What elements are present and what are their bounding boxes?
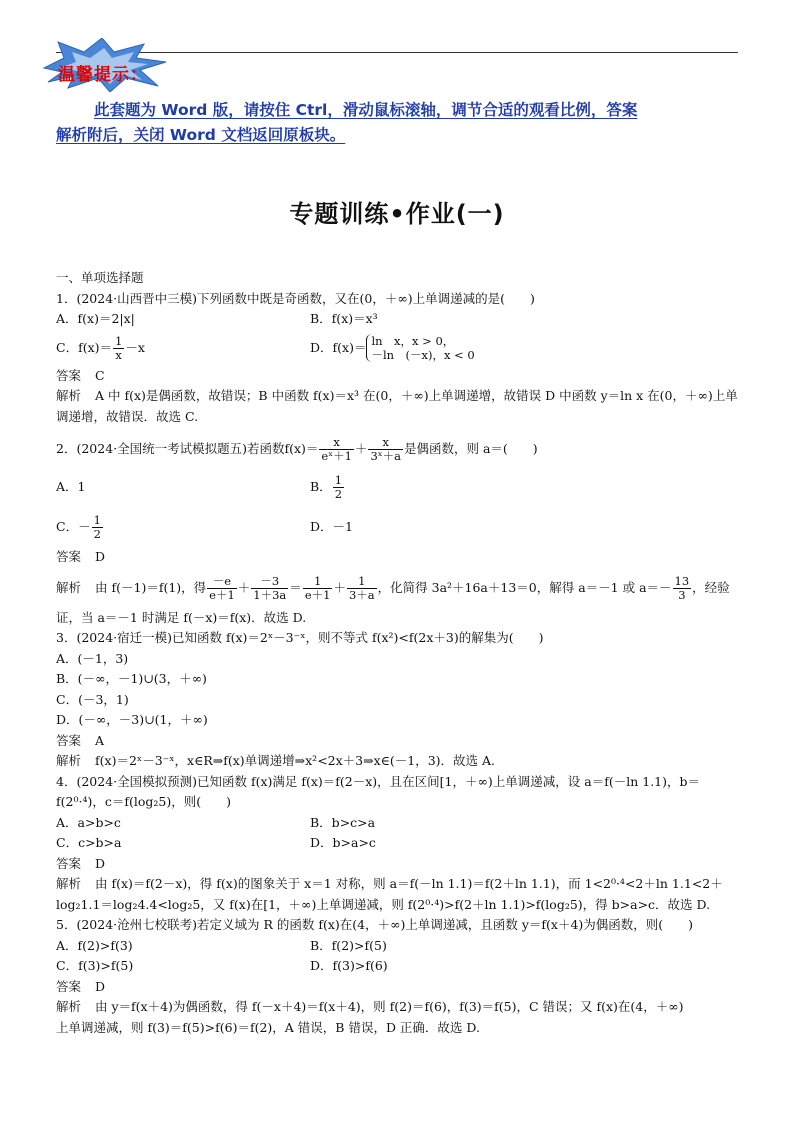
fraction: $\frac{1}{2}$ [334,473,343,501]
fraction: $\frac{-3}{1+3a}$ [253,573,287,602]
q2-option-b: B． $\frac{1}{2}$ [310,473,343,501]
fraction: $\frac{1}{x}$ [115,333,123,362]
q2-options-ab [56,467,740,507]
q1-answer: 答案 C [56,367,105,383]
q4-option-b: B．b>c>a [310,814,376,830]
q1-option-d: D．f(x)＝ ln x，x > 0， －ln (－x)，x < 0 [310,334,475,362]
q5-analysis-line2: 上单调递减，则 f(3)＝f(5)>f(6)＝f(2)，A 错误，B 错误，D 正确．故选 D. [56,1019,480,1035]
q5-option-a: A．f(2)>f(3) [56,937,133,953]
q1-analysis: 解析 A 中 f(x)是偶函数，故错误；B 中函数 f(x)＝x³ 在(0，＋∞)上单调递增，故错误 D 中函数 y＝ln x 在(0，＋∞)上单调递增，故错误．故选 C. [56,388,738,424]
notice-text [56,98,742,148]
fraction: $\frac{1}{2}$ [93,513,101,541]
q5-option-c: C．f(3)>f(5) [56,958,134,973]
q2-option-a: A．1 [56,479,86,494]
q1-options-ab [56,309,740,330]
q5-analysis-line1: 解析 由 y＝f(x＋4)为偶函数，得 f(－x＋4)＝f(x＋4)，则 f(2)＝f(6)，f(3)＝f(5)，C 错误；又 f(x)在(4，＋∞) [56,999,684,1014]
page-title: 专题训练•作业(一) [289,200,505,228]
fraction: $\frac{1}{e+1}$ [304,573,331,602]
q5-options-ab [56,936,740,957]
q2-options-cd [56,507,740,547]
q1-option-b: B．f(x)＝x³ [310,311,378,326]
q1-stem: 1．(2024·山西晋中三模)下列函数中既是奇函数，又在(0，＋∞)上单调递减的是( ) [56,290,535,306]
q2-option-d: D．－1 [310,519,353,534]
document-body [56,268,740,1038]
notice-line-2: 解析附后，关闭 Word 文档返回原板块。 [56,126,346,144]
q2-stem: 2．(2024·全国统一考试模拟题五)若函数f(x)＝ $\frac{x}{\text{eˣ＋1}}$ ＋ $\frac{x}{\text{3ˣ＋a}}$ 是偶函数，则 a＝( ) [56,435,538,463]
q5-option-b: B．f(2)>f(5) [310,937,387,953]
q1-option-a: A．f(x)＝2|x| [56,311,135,326]
q5-answer: 答案 D [56,978,106,994]
fraction: $\frac{1}{3+a}$ [348,573,375,602]
tip-label: 温馨提示： [58,65,148,85]
q2-analysis-line1: 解析 由 f(－1)＝f(1)，得 $\frac{-e}{e+1}$ ＋ $\frac{-3}{1+3a}$ ＝ $\frac{1}{e+1}$ ＋ $\frac{1}{3+a}$ ，化简得 3a²＋16a＋13＝0，解得 a＝－1 或 a＝－ $\frac{13}{3}$ ，经验 [56,573,730,602]
q4-option-c: C．c>b>a [56,835,122,850]
piecewise-brace: ln x，x > 0， －ln (－x)，x < 0 [366,334,474,362]
fraction: $\frac{x}{\text{3ˣ＋a}}$ [370,435,401,463]
fraction: $\frac{13}{3}$ [674,573,690,602]
q4-analysis-line1: 解析 由 f(x)＝f(2－x)，得 f(x)的图象关于 x＝1 对称，则 a＝f(－ln 1.1)＝f(2＋ln 1.1)，而 1<2⁰·⁴<2＋ln 1.1<2＋ [56,876,723,891]
q5-options-cd [56,956,740,977]
fraction: $\frac{x}{\text{eˣ＋1}}$ [321,435,352,463]
q2-analysis-line2: 证，当 a＝－1 时满足 f(－x)＝f(x)．故选 D. [56,609,307,625]
q4-options-ab [56,813,740,834]
q4-stem-line1: 4．(2024·全国模拟预测)已知函数 f(x)满足 f(x)＝f(2－x)，且在区间[1，＋∞)上单调递减，设 a＝f(－ln 1.1)，b＝ [56,773,701,789]
q3-option-d: D．(－∞，－3)∪(1，＋∞) [56,712,208,727]
q1-options-cd [56,330,740,366]
q3-answer: 答案 A [56,732,105,748]
notice-line-1: 此套题为 Word 版，请按住 Ctrl，滑动鼠标滚轴，调节合适的观看比例，答案 [94,101,638,119]
q3-option-b: B．(－∞，－1)∪(3，＋∞) [56,671,207,686]
q4-options-cd [56,833,740,854]
q4-stem-line2: f(2⁰·⁴)，c＝f(log₂5)，则( ) [56,794,231,809]
q3-option-c: C．(－3，1) [56,691,129,707]
q2-answer: 答案 D [56,549,106,564]
q5-option-d: D．f(3)>f(6) [310,958,388,973]
q4-option-a: A．a>b>c [56,814,121,830]
q5-stem: 5．(2024·沧州七校联考)若定义域为 R 的函数 f(x)在(4，＋∞)上单调递减，且函数 y＝f(x＋4)为偶函数，则( ) [56,917,694,932]
q2-option-c: C．－ $\frac{1}{2}$ [56,513,101,541]
q4-analysis-line2: log₂1.1＝log₂4.4<log₂5，又 f(x)在[1，＋∞)上单调递减，则 f(2⁰·⁴)>f(2＋ln 1.1)>f(log₂5)，得 b>a>c．故选 D. [56,896,711,912]
q4-answer: 答案 D [56,855,106,871]
q4-option-d: D．b>a>c [310,835,376,850]
q3-option-a: A．(－1，3) [56,650,129,666]
q3-analysis: 解析 f(x)＝2ˣ－3⁻ˣ，x∈R⇒f(x)单调递增⇒x²<2x＋3⇒x∈(－1，3)．故选 A. [56,753,496,768]
q1-option-c: C．f(x)＝ $\frac{1}{x}$ －x [56,333,145,362]
q3-stem: 3．(2024·宿迁一模)已知函数 f(x)＝2ˣ－3⁻ˣ，则不等式 f(x²)<f(2x＋3)的解集为( ) [56,630,544,645]
fraction: $\frac{-e}{e+1}$ [209,573,235,602]
section-heading: 一、单项选择题 [56,270,144,285]
